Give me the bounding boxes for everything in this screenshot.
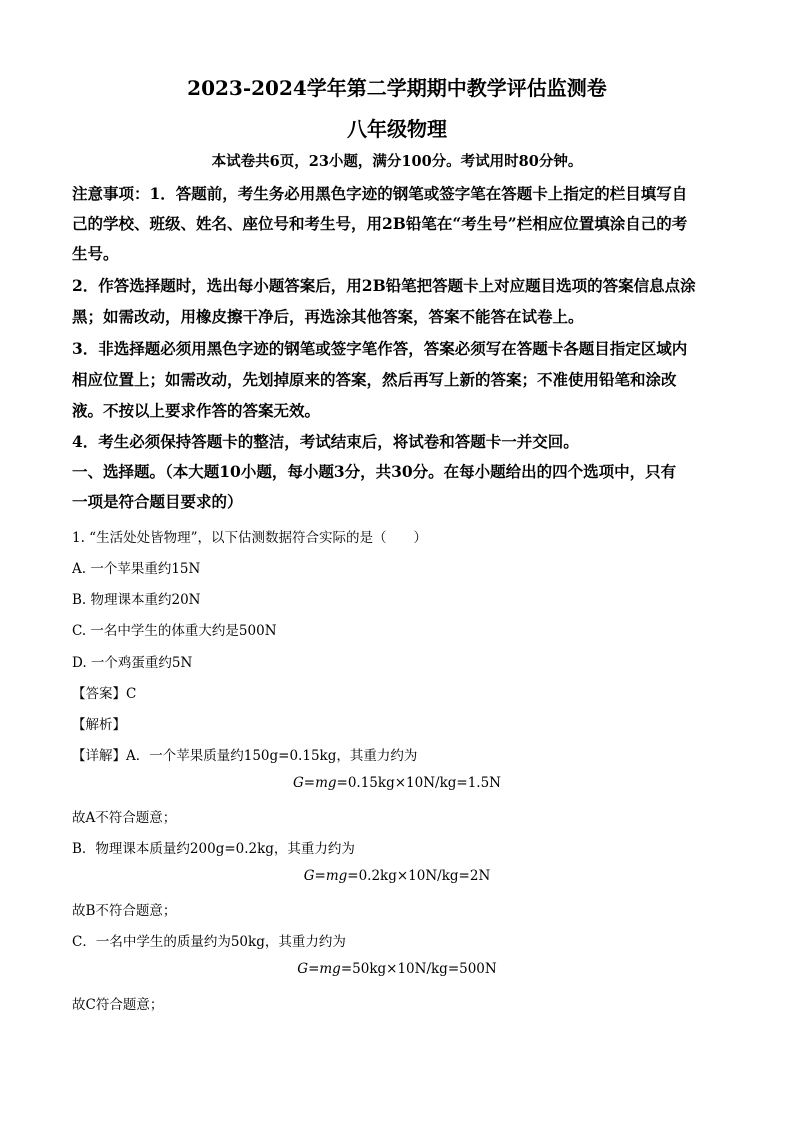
- formula-2: G=mg=0.2kg×10N/kg=2N: [303, 868, 491, 884]
- result-line-2: 故B不符合题意；: [72, 903, 177, 919]
- section-heading-line-1: 一、选择题。（本大题10小题，每小题3分，共30分。在每小题给出的四个选项中，只有: [72, 462, 677, 481]
- notice-line-6: 3．非选择题必须用黑色字迹的钢笔或签字笔作答，答案必须写在答题卡各题目指定区域内: [72, 339, 688, 358]
- answer-label: 【答案】C: [72, 686, 137, 702]
- option-c: C. 一名中学生的体重大约是500N: [72, 623, 277, 639]
- formula-variable: G=mg: [303, 868, 348, 884]
- notice-line-1: 注意事项：1．答题前，考生务必用黑色字迹的钢笔或签字笔在答题卡上指定的栏目填写自: [72, 184, 688, 203]
- notice-line-5: 黑；如需改动，用橡皮擦干净后，再选涂其他答案，答案不能答在试卷上。: [72, 307, 584, 326]
- section-heading-line-2: 一项是符合题目要求的）: [72, 492, 243, 511]
- option-a: A. 一个苹果重约15N: [72, 561, 201, 577]
- detail-line-1: 【详解】A．一个苹果质量约150g=0.15kg，其重力约为: [72, 748, 418, 764]
- result-line-3: 故C符合题意；: [72, 997, 164, 1013]
- option-b: B. 物理课本重约20N: [72, 592, 201, 608]
- formula-variable: G=mg: [297, 961, 341, 977]
- exam-info: 本试卷共6页，23小题，满分100分。考试用时80分钟。: [211, 153, 583, 170]
- formula-variable: G=mg: [292, 775, 337, 791]
- detail-line-2: B．物理课本质量约200g=0.2kg，其重力约为: [72, 841, 355, 857]
- notice-line-2: 己的学校、班级、姓名、座位号和考生号，用2B铅笔在“考生号”栏相应位置填涂自己的考: [72, 214, 688, 233]
- notice-line-8: 液。不按以上要求作答的答案无效。: [72, 401, 321, 420]
- notice-line-9: 4．考生必须保持答题卡的整洁，考试结束后，将试卷和答题卡一并交回。: [72, 432, 579, 451]
- notice-line-4: 2．作答选择题时，选出每小题答案后，用2B铅笔把答题卡上对应题目选项的答案信息点涂: [72, 276, 696, 295]
- question-1-stem: 1. “生活处处皆物理”，以下估测数据符合实际的是（ ）: [72, 530, 427, 546]
- exam-subject: 八年级物理: [347, 117, 447, 141]
- exam-title: 2023-2024学年第二学期期中教学评估监测卷: [187, 76, 607, 100]
- analysis-label: 【解析】: [72, 717, 126, 733]
- notice-line-3: 生号。: [72, 244, 119, 263]
- formula-1: G=mg=0.15kg×10N/kg=1.5N: [292, 775, 501, 791]
- option-d: D. 一个鸡蛋重约5N: [72, 655, 193, 671]
- detail-line-3: C．一名中学生的质量约为50kg，其重力约为: [72, 934, 346, 950]
- result-line-1: 故A不符合题意；: [72, 810, 177, 826]
- formula-3: G=mg=50kg×10N/kg=500N: [297, 961, 497, 977]
- notice-line-7: 相应位置上；如需改动，先划掉原来的答案，然后再写上新的答案；不准使用铅笔和涂改: [72, 370, 677, 389]
